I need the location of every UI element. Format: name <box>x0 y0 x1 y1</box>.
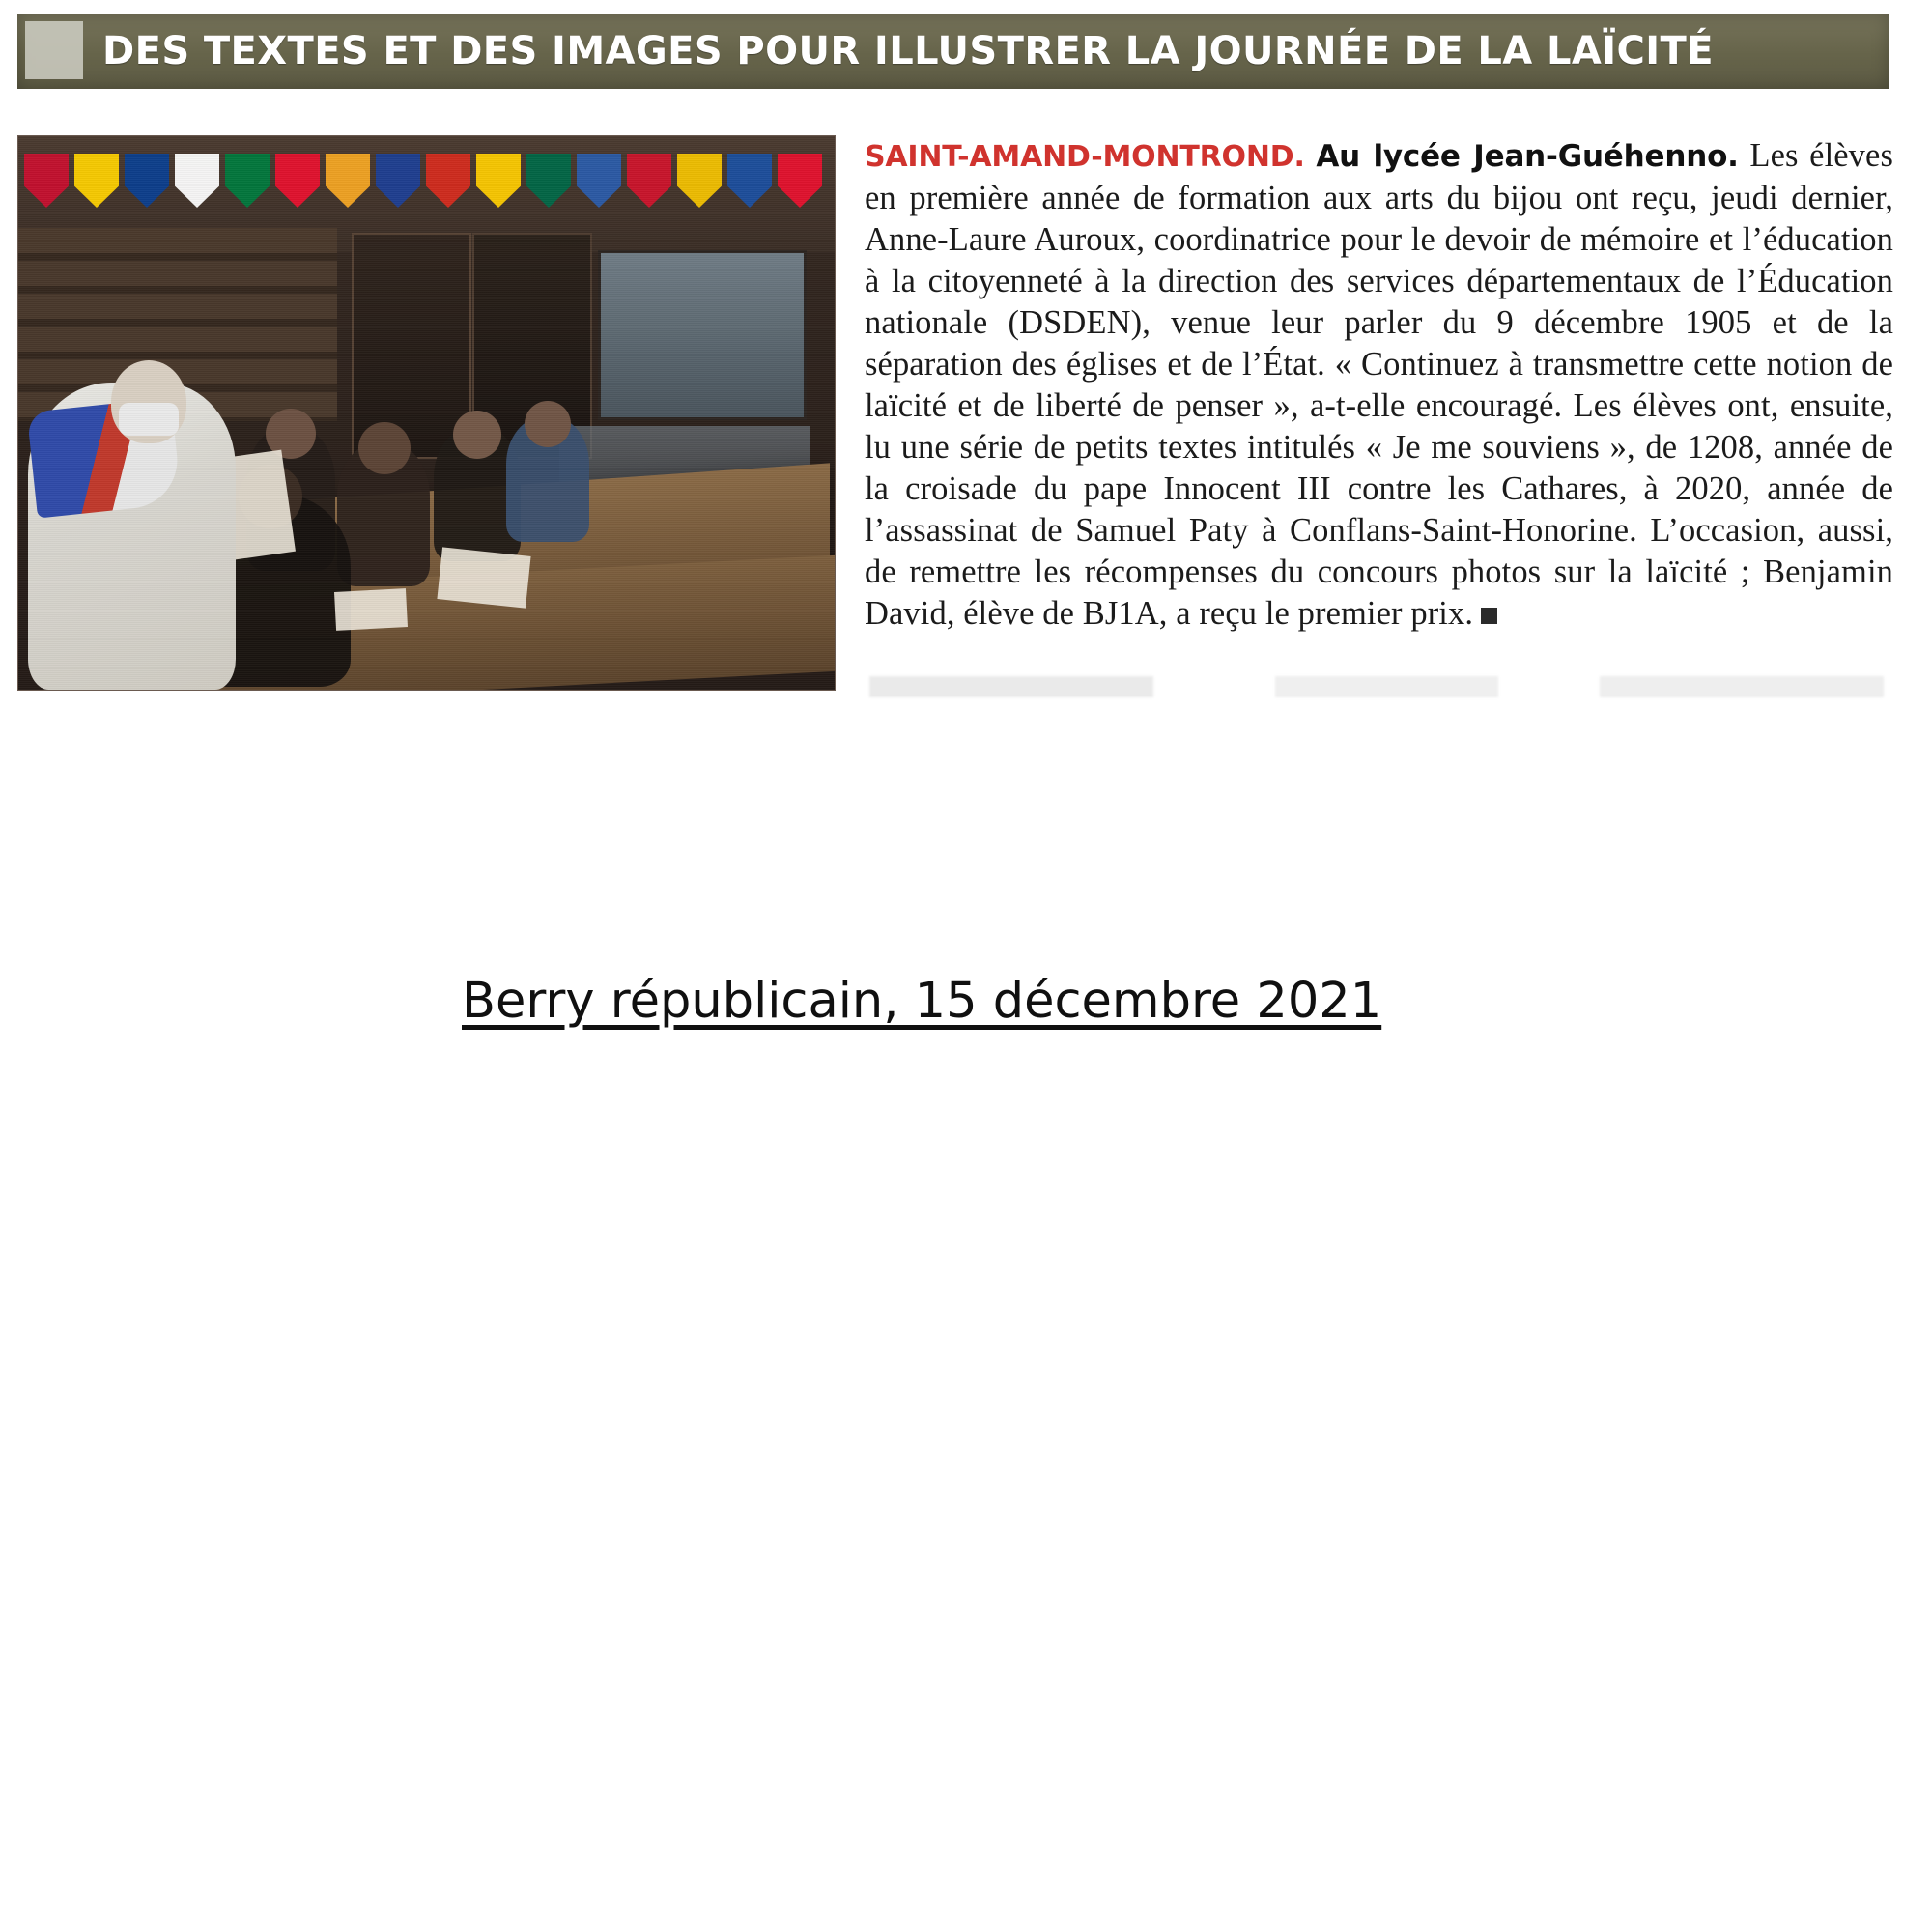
photo-flag-bunting <box>18 154 835 221</box>
bunting-flag <box>526 154 571 208</box>
bunting-flag <box>24 154 69 208</box>
photo-whiteboard <box>598 250 807 420</box>
photo-student-head <box>453 411 501 459</box>
photo-speaker-face-mask <box>119 403 179 436</box>
photo-student-head <box>358 422 411 474</box>
article-lede: Au lycée Jean-Guéhenno. <box>1316 139 1739 174</box>
bunting-flag <box>175 154 219 208</box>
article-dateline: SAINT-AMAND-MONTROND. <box>865 140 1305 174</box>
end-mark-icon <box>1481 608 1497 624</box>
bunting-flag <box>326 154 370 208</box>
bunting-flag <box>727 154 772 208</box>
photo-cupboard-left <box>352 233 471 459</box>
bunting-flag <box>627 154 671 208</box>
article-text-column <box>865 135 1893 635</box>
source-caption: Berry républicain, 15 décembre 2021 <box>462 973 1382 1030</box>
headline-decor-square <box>25 21 83 79</box>
article-photo <box>17 135 836 691</box>
article-paragraph <box>865 135 1893 635</box>
photo-paper-sheet <box>437 547 530 608</box>
bunting-flag <box>778 154 822 208</box>
newspaper-clipping <box>0 0 1932 720</box>
bunting-flag <box>275 154 320 208</box>
bunting-flag <box>476 154 521 208</box>
bunting-flag <box>225 154 270 208</box>
bunting-flag <box>577 154 621 208</box>
headline-bar <box>17 14 1889 89</box>
headline-title: DES TEXTES ET DES IMAGES POUR ILLUSTRER LA JOURNÉE DE LA LAÏCITÉ <box>102 29 1714 73</box>
bunting-flag <box>677 154 722 208</box>
bunting-flag <box>125 154 169 208</box>
photo-paper-sheet <box>334 588 408 631</box>
bunting-flag <box>376 154 420 208</box>
article-body-text: Les élèves en première année de formation aux arts du bijou ont reçu, jeudi dernier, Anne-Laure Auroux, coordinatrice pour le devoir de mémoire et l’éducation à la citoyenneté à la direction des services départementaux de l’Éducation nationale (DSDEN), venue leur parler du 9 décembre 1905 et de la séparation des églises et de l’État. « Continuez à transmettre cette notion de laïcité et de liberté de penser », a-t-elle encouragé. Les élèves ont, ensuite, lu une série de petits textes intitulés « Je me souviens », de 1208, année de la croisade du pape Innocent III contre les Cathares, à 2020, année de l’assassinat de Samuel Paty à Conflans-Saint-Honorine. L’occasion, aussi, de remettre les récompenses du concours photos sur la laïcité ; Benjamin David, élève de BJ1A, a reçu le premier prix. <box>865 137 1893 632</box>
background-bleed-through <box>869 676 1884 697</box>
bunting-flag <box>74 154 119 208</box>
photo-student-head <box>525 401 571 447</box>
bunting-flag <box>426 154 470 208</box>
